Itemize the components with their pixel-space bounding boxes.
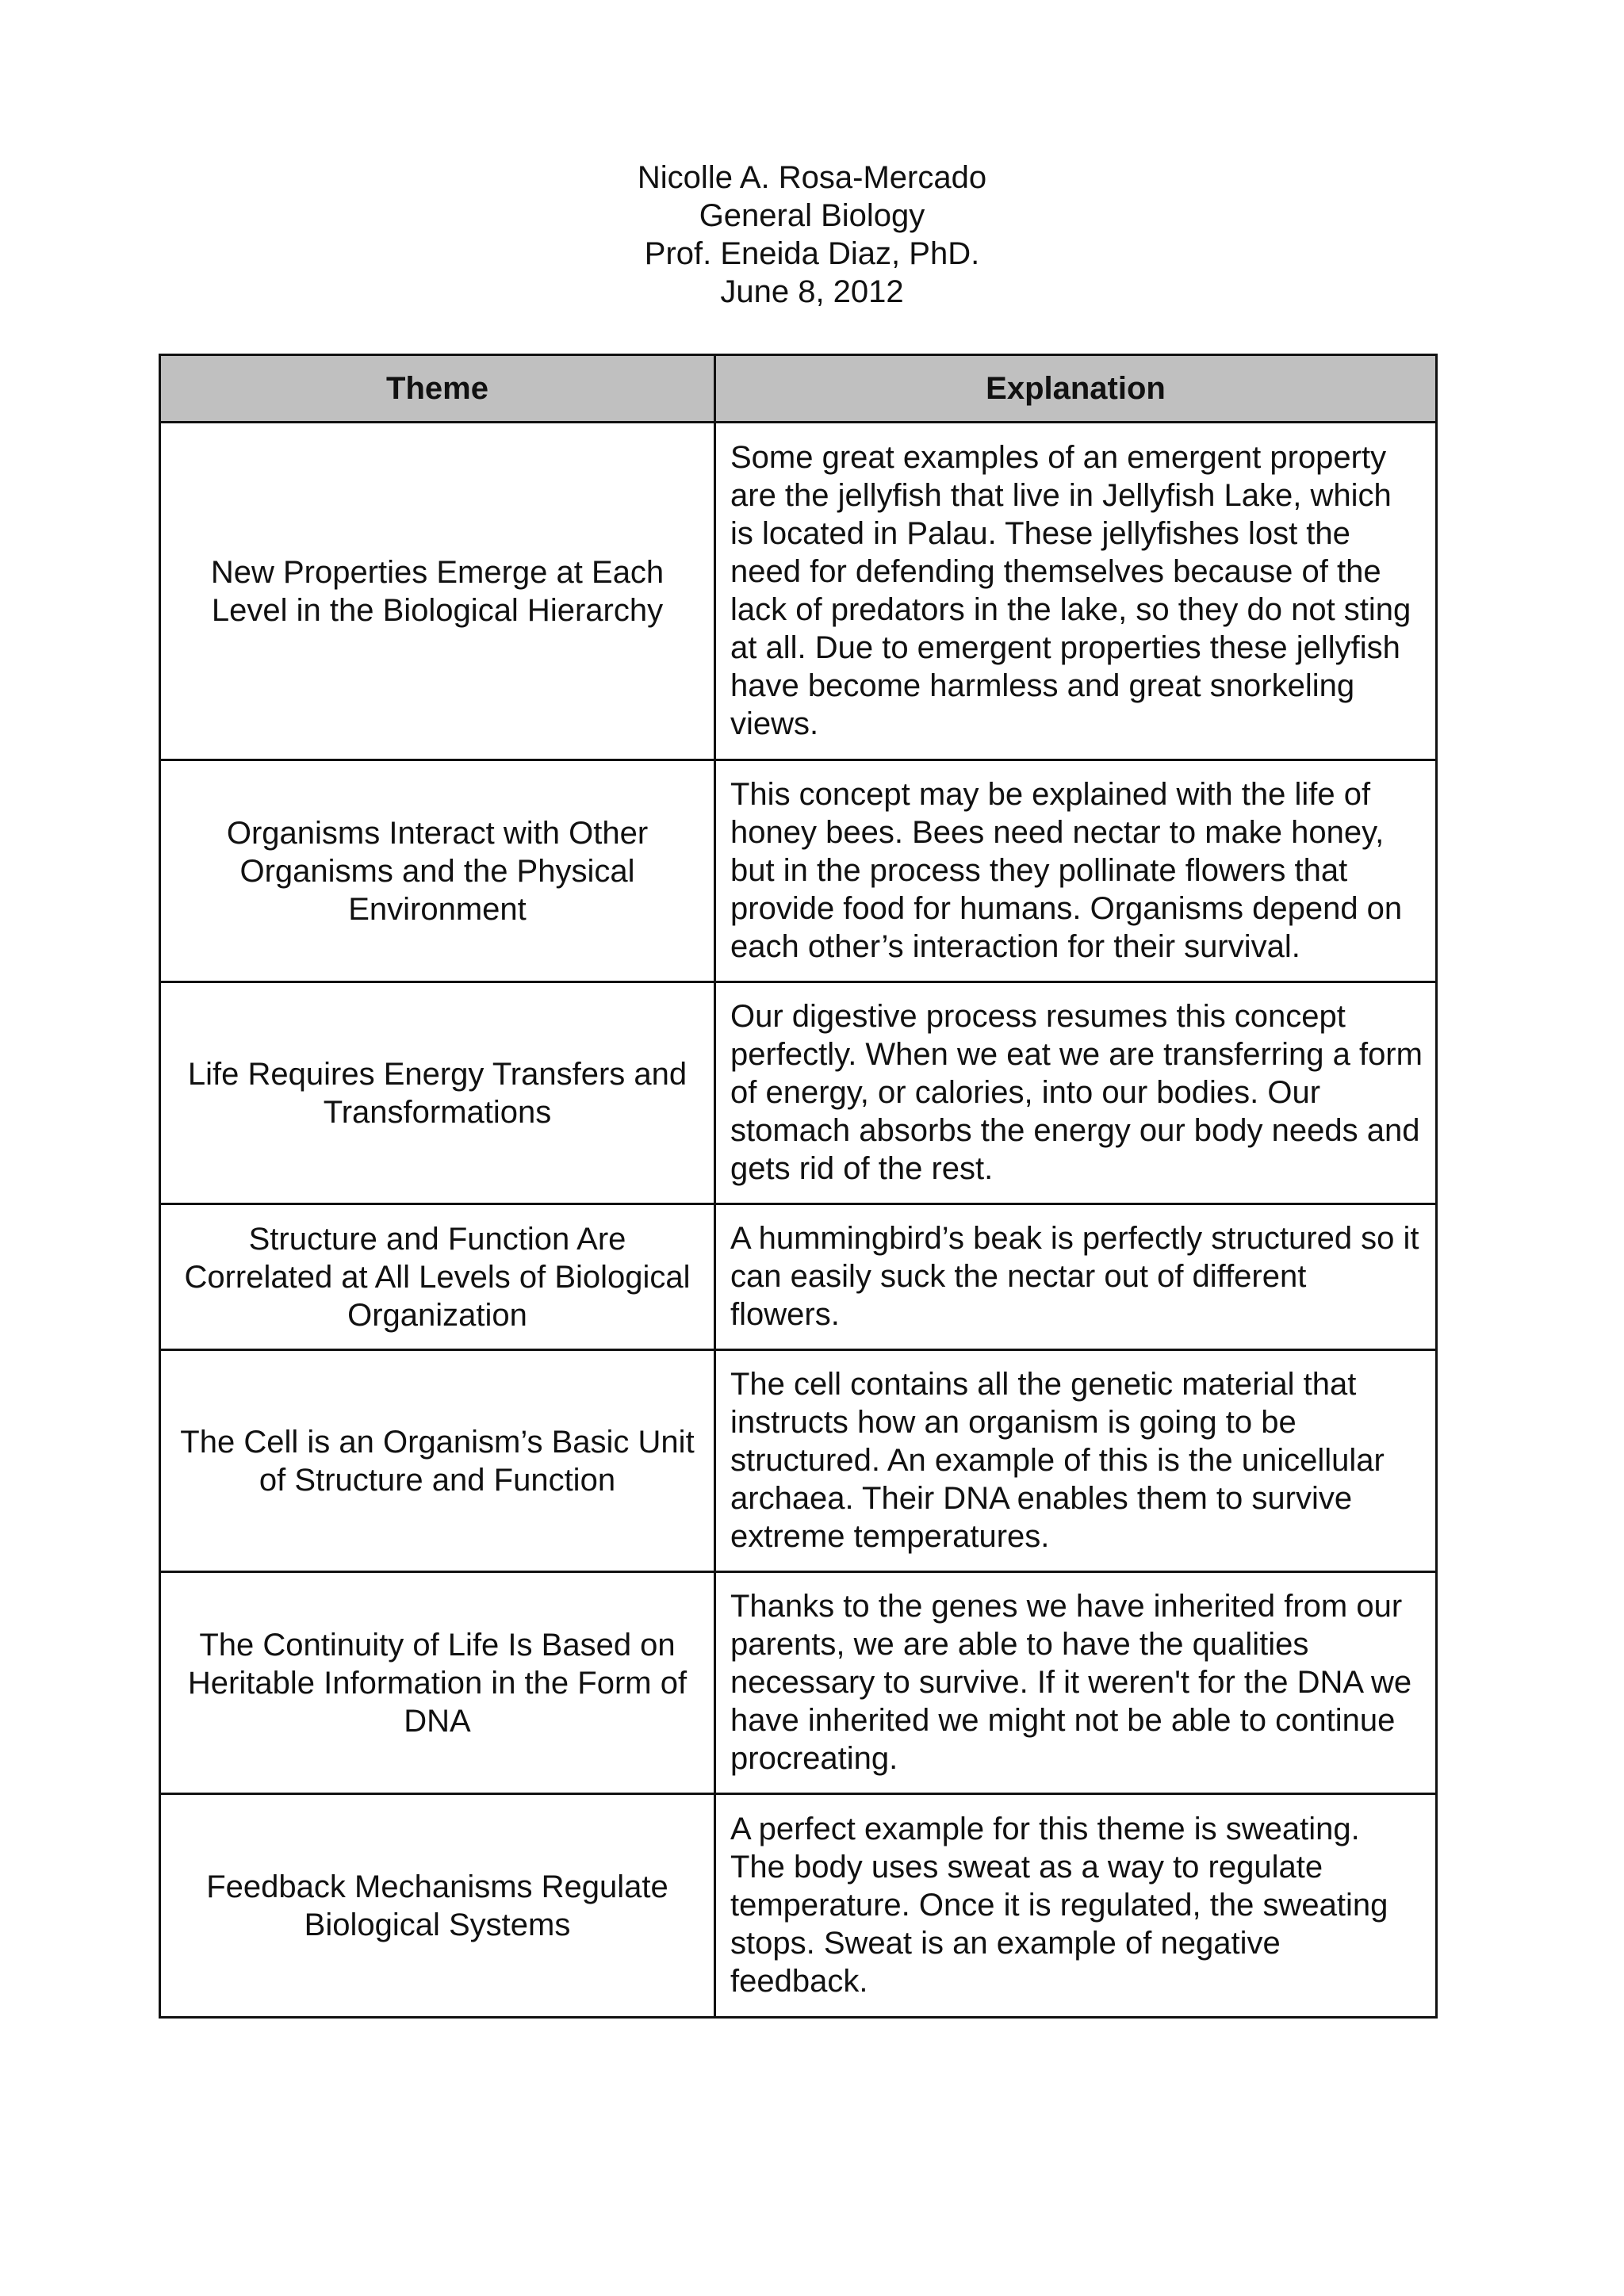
explanation-cell: The cell contains all the genetic material that instructs how an organism is going to be structured. An example of this is the unicellular archaea. Their DNA enables them to survive extreme temperatures.	[715, 1350, 1437, 1572]
document-header	[0, 159, 1624, 311]
table-row	[160, 760, 1437, 982]
explanation-cell: This concept may be explained with the life of honey bees. Bees need nectar to make honey, but in the process they pollinate flowers that provide food for humans. Organisms depend on each other’s interaction for their survival.	[715, 760, 1437, 982]
theme-cell: Feedback Mechanisms Regulate Biological Systems	[160, 1794, 715, 2018]
explanation-cell: A hummingbird’s beak is perfectly structured so it can easily suck the nectar out of different flowers.	[715, 1204, 1437, 1350]
author-name: Nicolle A. Rosa-Mercado	[637, 160, 987, 195]
table-row	[160, 1204, 1437, 1350]
explanation-cell: Our digestive process resumes this concept perfectly. When we eat we are transferring a form of energy, or calories, into our bodies. Our stomach absorbs the energy our body needs and gets rid of the rest.	[715, 982, 1437, 1204]
course-name: General Biology	[699, 198, 925, 233]
theme-cell: The Continuity of Life Is Based on Heritable Information in the Form of DNA	[160, 1572, 715, 1794]
explanation-cell: A perfect example for this theme is sweating. The body uses sweat as a way to regulate temperature. Once it is regulated, the sweating stops. Sweat is an example of negative feedback.	[715, 1794, 1437, 2018]
document-date: June 8, 2012	[720, 274, 904, 309]
theme-cell: New Properties Emerge at Each Level in the Biological Hierarchy	[160, 423, 715, 760]
table-header-row	[160, 355, 1437, 423]
theme-column-header: Theme	[160, 355, 715, 423]
table-row	[160, 982, 1437, 1204]
table-row	[160, 1794, 1437, 2018]
table-row	[160, 423, 1437, 760]
explanation-cell: Some great examples of an emergent property are the jellyfish that live in Jellyfish Lake, which is located in Palau. These jellyfishes lost the need for defending themselves because of the lack of predators in the lake, so they do not sting at all. Due to emergent properties these jellyfish have become harmless and great snorkeling views.	[715, 423, 1437, 760]
theme-cell: Organisms Interact with Other Organisms and the Physical Environment	[160, 760, 715, 982]
theme-cell: The Cell is an Organism’s Basic Unit of Structure and Function	[160, 1350, 715, 1572]
professor-name: Prof. Eneida Diaz, PhD.	[644, 236, 980, 271]
explanation-column-header: Explanation	[715, 355, 1437, 423]
themes-table	[159, 354, 1438, 2019]
explanation-cell: Thanks to the genes we have inherited from our parents, we are able to have the qualities necessary to survive. If it weren't for the DNA we have inherited we might not be able to continue procreating.	[715, 1572, 1437, 1794]
table-row	[160, 1350, 1437, 1572]
theme-cell: Structure and Function Are Correlated at All Levels of Biological Organization	[160, 1204, 715, 1350]
table-row	[160, 1572, 1437, 1794]
theme-cell: Life Requires Energy Transfers and Transformations	[160, 982, 715, 1204]
